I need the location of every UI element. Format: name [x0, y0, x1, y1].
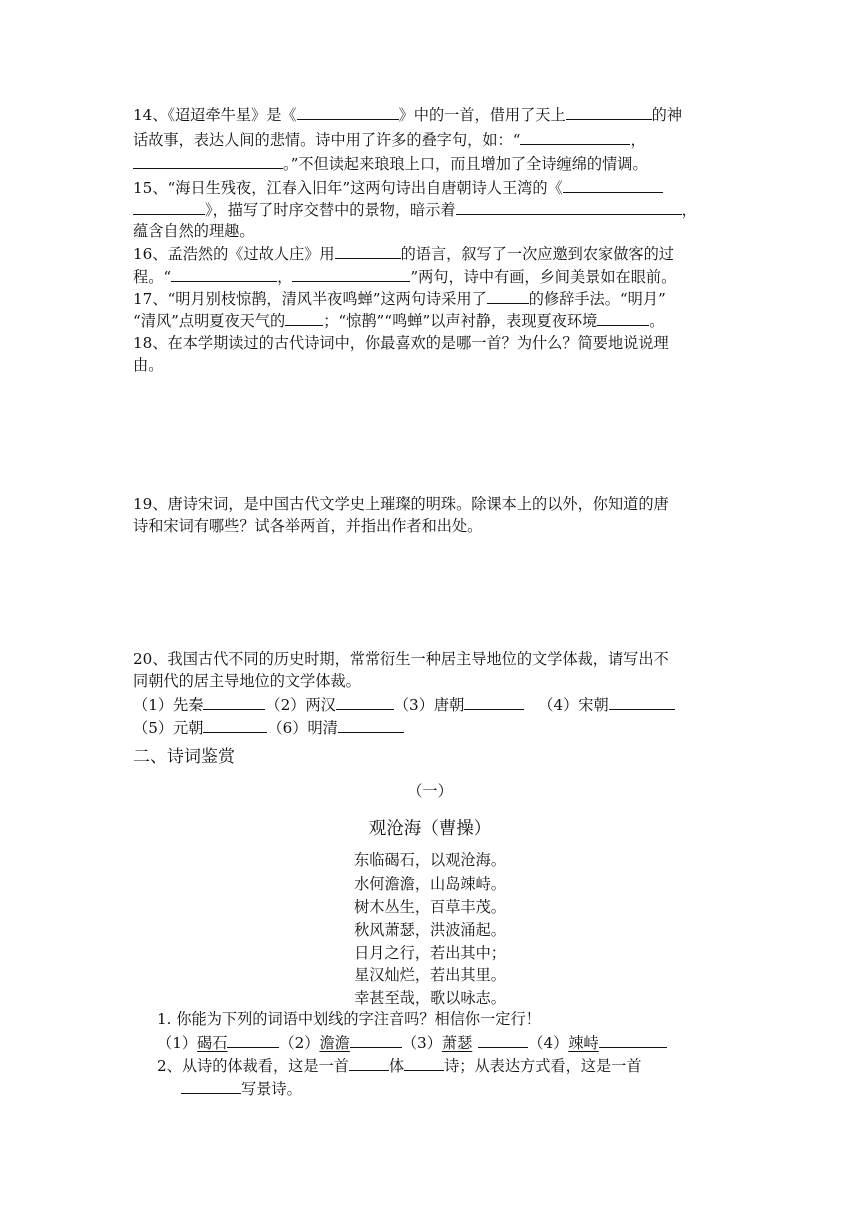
- answer-blank[interactable]: [597, 310, 649, 326]
- answer-blank[interactable]: [478, 1032, 528, 1048]
- answer-blank[interactable]: [181, 1078, 241, 1094]
- answer-blank[interactable]: [133, 199, 205, 215]
- answer-blank[interactable]: [133, 153, 283, 169]
- q19-line-2: 诗和宋词有哪些？试各举两首，并指出作者和出处。: [133, 517, 483, 535]
- q19-line-1: 19、唐诗宋词，是中国古代文学史上璀璨的明珠。除课本上的以外，你知道的唐: [133, 495, 669, 513]
- answer-blank[interactable]: [464, 694, 524, 710]
- answer-blank[interactable]: [335, 243, 401, 259]
- q16-line-1: 16、孟浩然的《过故人庄》用 的语言，叙写了一次应邀到农家做客的过: [133, 245, 674, 263]
- q14-line-1: 14、《迢迢牵牛星》是《 》中的一首，借用了天上 的神: [133, 106, 683, 124]
- section-heading: 二、诗词鉴赏: [133, 747, 235, 767]
- answer-blank[interactable]: [609, 694, 675, 710]
- subsection-number: （一）: [407, 782, 453, 800]
- answer-blank[interactable]: [336, 694, 394, 710]
- q18-line-2: 由。: [133, 356, 164, 374]
- answer-blank[interactable]: [338, 717, 404, 733]
- poem-line: 秋风萧瑟，洪波涌起。: [354, 921, 506, 939]
- q15-line-1: 15、“海日生残夜，江春入旧年”这两句诗出自唐朝诗人王湾的《: [133, 177, 663, 198]
- poem-q1-prompt: 1. 你能为下列的词语中划线的字注音吗？相信你一定行！: [157, 1010, 541, 1028]
- answer-blank[interactable]: [566, 104, 652, 120]
- answer-blank[interactable]: [563, 177, 663, 193]
- poem-q2-line-1: 2、从诗的体裁看，这是一首 体 诗；从表达方式看，这是一首: [157, 1057, 642, 1075]
- poem-title: 观沧海（曹操）: [368, 819, 492, 839]
- poem-line: 日月之行，若出其中；: [354, 944, 506, 962]
- q18-answer-space[interactable]: [133, 380, 727, 485]
- answer-blank[interactable]: [456, 199, 682, 215]
- answer-blank[interactable]: [520, 129, 630, 145]
- q17-line-2: “清风”点明夏夜天气的 ；“惊鹊”“鸣蝉”以声衬静，表现夏夜环境 。: [133, 312, 665, 330]
- poem-q1-items: （1）碣石 （2）澹澹 （3）萧瑟 （4）竦峙: [157, 1032, 667, 1053]
- answer-blank[interactable]: [203, 694, 265, 710]
- poem-line: 幸甚至哉，歌以咏志。: [354, 989, 506, 1007]
- answer-blank[interactable]: [171, 266, 277, 282]
- poem-line: 东临碣石，以观沧海。: [354, 851, 506, 869]
- poem-line: 树木丛生，百草丰茂。: [354, 898, 506, 916]
- answer-blank[interactable]: [350, 1032, 402, 1048]
- answer-blank[interactable]: [349, 1055, 389, 1071]
- answer-blank[interactable]: [285, 310, 323, 326]
- q20-items-row-1: （1）先秦 （2）两汉 （3）唐朝 （4）宋朝: [133, 694, 675, 715]
- q18-line-1: 18、在本学期读过的古代诗词中，你最喜欢的是哪一首？为什么？简要地说说理: [133, 334, 669, 352]
- answer-blank[interactable]: [297, 104, 399, 120]
- q17-line-1: 17、“明月别枝惊鹊，清风半夜鸣蝉”这两句诗采用了 的修辞手法。“明月”: [133, 290, 666, 308]
- poem-line: 星汉灿烂，若出其里。: [354, 966, 506, 984]
- poem-line: 水何澹澹，山岛竦峙。: [354, 875, 506, 893]
- q15-line-3: 蕴含自然的理趣。: [133, 222, 255, 240]
- answer-blank[interactable]: [487, 288, 529, 304]
- q20-line-2: 同朝代的居主导地位的文学体裁。: [133, 672, 361, 690]
- q14-line-3: 。”不但读起来琅琅上口，而且增加了全诗缠绵的情调。: [133, 153, 648, 174]
- q20-line-1: 20、我国古代不同的历史时期，常常衍生一种居主导地位的文学体裁，请写出不: [133, 650, 669, 668]
- answer-blank[interactable]: [292, 266, 410, 282]
- answer-blank[interactable]: [599, 1032, 667, 1048]
- answer-blank[interactable]: [227, 1032, 279, 1048]
- q20-items-row-2: （5）元朝 （6）明清: [133, 717, 404, 738]
- poem-q2-line-2: 写景诗。: [181, 1078, 302, 1099]
- q14-line-2: 话故事，表达人间的悲情。诗中用了许多的叠字句，如：“ ，: [133, 131, 646, 149]
- answer-blank[interactable]: [203, 717, 267, 733]
- answer-blank[interactable]: [404, 1055, 444, 1071]
- q15-line-2: 》，描写了时序交替中的景物，暗示着 ，: [133, 199, 697, 220]
- q19-answer-space[interactable]: [133, 540, 727, 640]
- q16-line-2: 程。“ ， ”两句，诗中有画，乡间美景如在眼前。: [133, 268, 677, 286]
